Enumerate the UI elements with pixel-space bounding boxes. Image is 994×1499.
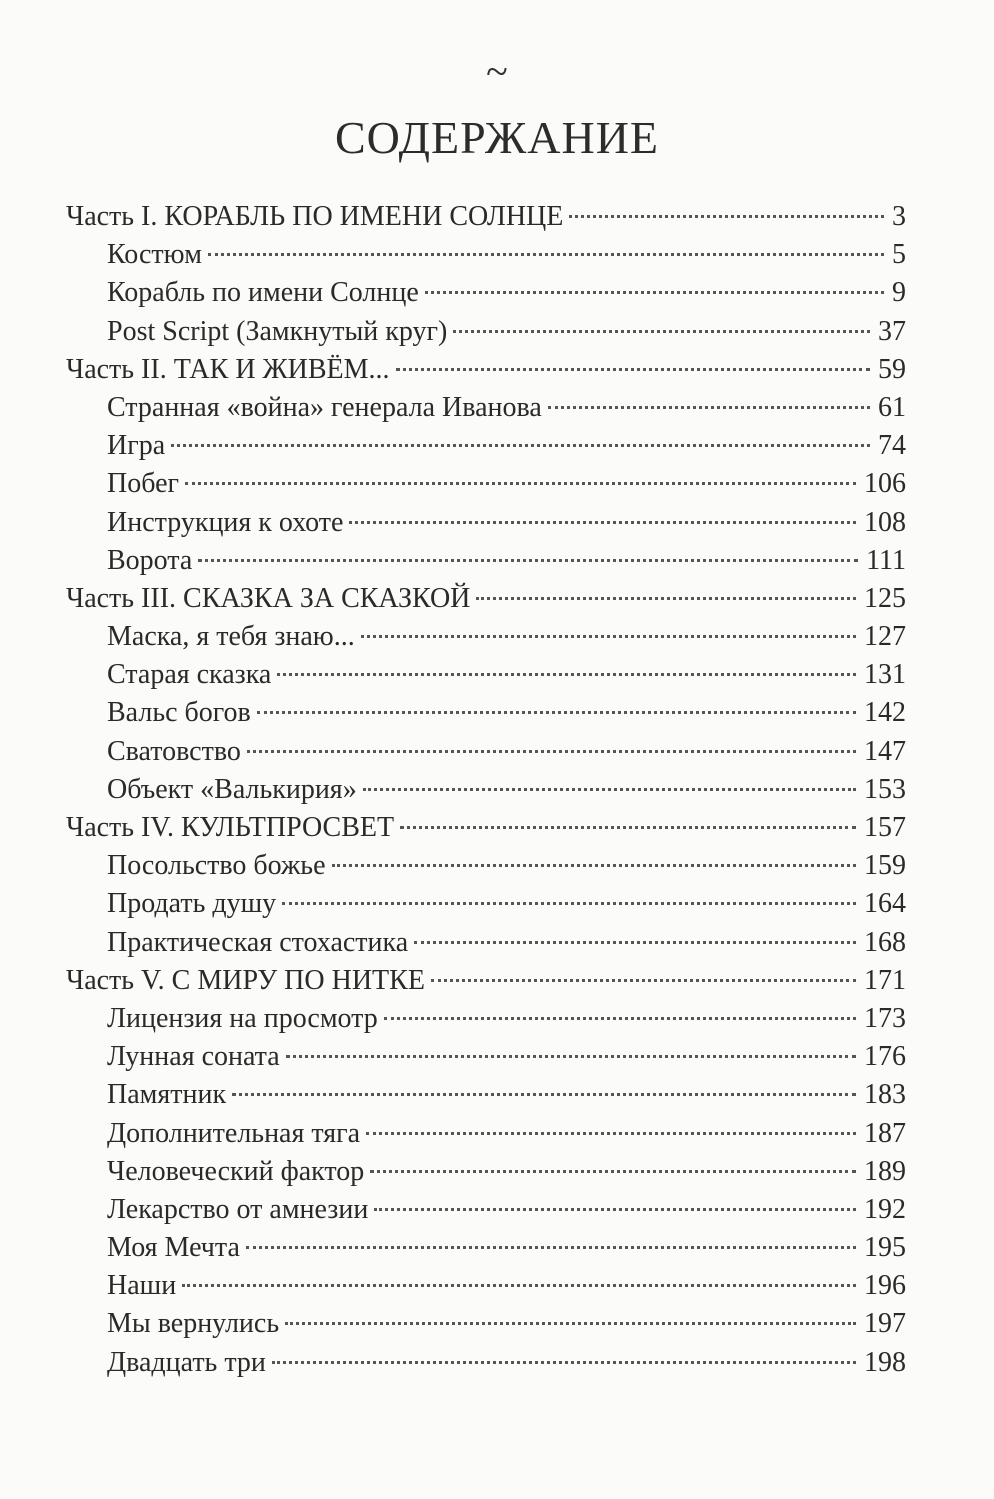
toc-part-entry — [66, 809, 906, 847]
toc-chapter-entry — [66, 1076, 906, 1114]
toc-entry-title: Старая сказка — [107, 659, 272, 691]
toc-chapter-entry — [66, 1344, 906, 1382]
dot-leader — [185, 482, 856, 485]
toc-page-number: 197 — [864, 1308, 906, 1340]
dot-leader — [366, 1132, 856, 1135]
dot-leader — [232, 1093, 856, 1096]
toc-chapter-entry — [66, 1115, 906, 1153]
dot-leader — [282, 902, 856, 905]
toc-chapter-entry — [66, 847, 906, 885]
dot-leader — [198, 559, 858, 562]
dot-leader — [431, 979, 856, 982]
toc-page-number: 37 — [878, 315, 906, 347]
dot-leader — [370, 1170, 856, 1173]
toc-chapter-entry — [66, 1229, 906, 1267]
toc-chapter-entry — [66, 771, 906, 809]
toc-page-number: 125 — [864, 582, 906, 614]
toc-entry-title: Часть II. ТАК И ЖИВЁМ... — [66, 353, 390, 385]
toc-chapter-entry — [66, 427, 906, 465]
dot-leader — [384, 1017, 856, 1020]
toc-chapter-entry — [66, 274, 906, 312]
toc-entry-title: Часть III. СКАЗКА ЗА СКАЗКОЙ — [66, 582, 471, 614]
toc-page-number: 3 — [892, 201, 906, 232]
toc-page-number: 195 — [864, 1232, 906, 1264]
toc-part-entry — [66, 962, 906, 1000]
toc-entry-title: Лунная соната — [107, 1041, 280, 1073]
toc-chapter-entry — [66, 694, 906, 732]
toc-page-number: 111 — [866, 544, 906, 576]
dot-leader — [286, 1055, 856, 1058]
toc-page-number: 74 — [878, 430, 906, 462]
toc-entry-title: Лекарство от амнезии — [107, 1193, 369, 1225]
toc-page-number: 183 — [864, 1079, 906, 1111]
dot-leader — [396, 368, 870, 371]
toc-chapter-entry — [66, 389, 906, 427]
toc-chapter-entry — [66, 1000, 906, 1038]
toc-entry-title: Инструкция к охоте — [107, 506, 344, 538]
table-of-contents — [66, 198, 906, 1382]
toc-page-number: 176 — [864, 1041, 906, 1073]
toc-chapter-entry — [66, 924, 906, 962]
dot-leader — [257, 711, 856, 714]
toc-chapter-entry — [66, 313, 906, 351]
toc-chapter-entry — [66, 465, 906, 503]
toc-page-number: 147 — [864, 735, 906, 767]
toc-page-number: 196 — [864, 1270, 906, 1302]
toc-entry-title: Ворота — [107, 544, 193, 576]
dot-leader — [182, 1284, 856, 1287]
toc-entry-title: Наши — [107, 1270, 177, 1302]
toc-entry-title: Мы вернулись — [107, 1308, 280, 1340]
toc-page-number: 171 — [864, 964, 906, 996]
dot-leader — [400, 826, 856, 829]
toc-page-number: 127 — [864, 621, 906, 653]
toc-entry-title: Лицензия на просмотр — [107, 1002, 378, 1034]
toc-page-number: 9 — [892, 277, 906, 309]
toc-page-number: 187 — [864, 1117, 906, 1149]
toc-chapter-entry — [66, 618, 906, 656]
dot-leader — [246, 1246, 856, 1249]
toc-page-number: 173 — [864, 1002, 906, 1034]
toc-entry-title: Корабль по имени Солнце — [107, 277, 419, 309]
toc-page-number: 108 — [864, 506, 906, 538]
ornament-tilde-icon: ~ — [486, 49, 508, 94]
toc-chapter-entry — [66, 656, 906, 694]
toc-entry-title: Костюм — [107, 239, 202, 271]
toc-entry-title: Объект «Валькирия» — [107, 773, 357, 805]
toc-chapter-entry — [66, 885, 906, 923]
toc-part-entry — [66, 198, 906, 236]
toc-entry-title: Странная «война» генерала Иванова — [107, 391, 542, 423]
toc-entry-title: Практическая стохастика — [107, 926, 409, 958]
toc-entry-title: Дополнительная тяга — [107, 1117, 361, 1149]
toc-entry-title: Памятник — [107, 1079, 227, 1111]
toc-chapter-entry — [66, 1267, 906, 1305]
toc-chapter-entry — [66, 542, 906, 580]
dot-leader — [361, 635, 856, 638]
toc-entry-title: Post Script (Замкнутый круг) — [107, 315, 448, 347]
toc-page-number: 5 — [892, 239, 906, 271]
toc-page-number: 159 — [864, 850, 906, 882]
toc-part-entry — [66, 351, 906, 389]
dot-leader — [277, 673, 856, 676]
page-title: СОДЕРЖАНИЕ — [334, 112, 660, 163]
toc-page-number: 164 — [864, 888, 906, 920]
toc-page-number: 198 — [864, 1346, 906, 1378]
toc-entry-title: Моя Мечта — [107, 1232, 240, 1264]
toc-chapter-entry — [66, 236, 906, 274]
toc-chapter-entry — [66, 504, 906, 542]
toc-page-number: 106 — [864, 468, 906, 500]
dot-leader — [453, 330, 870, 333]
dot-leader — [374, 1208, 856, 1211]
dot-leader — [363, 788, 856, 791]
toc-chapter-entry — [66, 1038, 906, 1076]
toc-chapter-entry — [66, 1305, 906, 1343]
dot-leader — [349, 521, 856, 524]
toc-entry-title: Посольство божье — [107, 850, 326, 882]
toc-entry-title: Часть I. КОРАБЛЬ ПО ИМЕНИ СОЛНЦЕ — [66, 201, 564, 232]
toc-page-number: 153 — [864, 773, 906, 805]
toc-entry-title: Человеческий фактор — [107, 1155, 365, 1187]
dot-leader — [171, 444, 870, 447]
toc-page-number: 157 — [864, 812, 906, 843]
toc-entry-title: Часть IV. КУЛЬТПРОСВЕТ — [66, 812, 395, 843]
dot-leader — [208, 253, 884, 256]
toc-chapter-entry — [66, 733, 906, 771]
toc-part-entry — [66, 580, 906, 618]
dot-leader — [247, 750, 856, 753]
dot-leader — [569, 215, 884, 218]
toc-page-number: 168 — [864, 926, 906, 958]
toc-entry-title: Побег — [107, 468, 180, 500]
toc-page-number: 142 — [864, 697, 906, 729]
toc-chapter-entry — [66, 1153, 906, 1191]
toc-entry-title: Двадцать три — [107, 1346, 266, 1378]
toc-entry-title: Игра — [107, 430, 166, 462]
dot-leader — [272, 1361, 856, 1364]
toc-page-number: 131 — [864, 659, 906, 691]
dot-leader — [332, 864, 856, 867]
toc-entry-title: Часть V. С МИРУ ПО НИТКЕ — [66, 964, 425, 996]
toc-entry-title: Сватовство — [107, 735, 241, 767]
toc-entry-title: Продать душу — [107, 888, 277, 920]
toc-entry-title: Вальс богов — [107, 697, 251, 729]
toc-chapter-entry — [66, 1191, 906, 1229]
dot-leader — [414, 941, 856, 944]
dot-leader — [285, 1322, 856, 1325]
toc-entry-title: Маска, я тебя знаю... — [107, 621, 355, 653]
dot-leader — [425, 291, 884, 294]
toc-page-number: 192 — [864, 1193, 906, 1225]
dot-leader — [548, 406, 870, 409]
dot-leader — [476, 597, 856, 600]
toc-page-number: 189 — [864, 1155, 906, 1187]
toc-page-number: 59 — [878, 353, 906, 385]
toc-page-number: 61 — [878, 391, 906, 423]
